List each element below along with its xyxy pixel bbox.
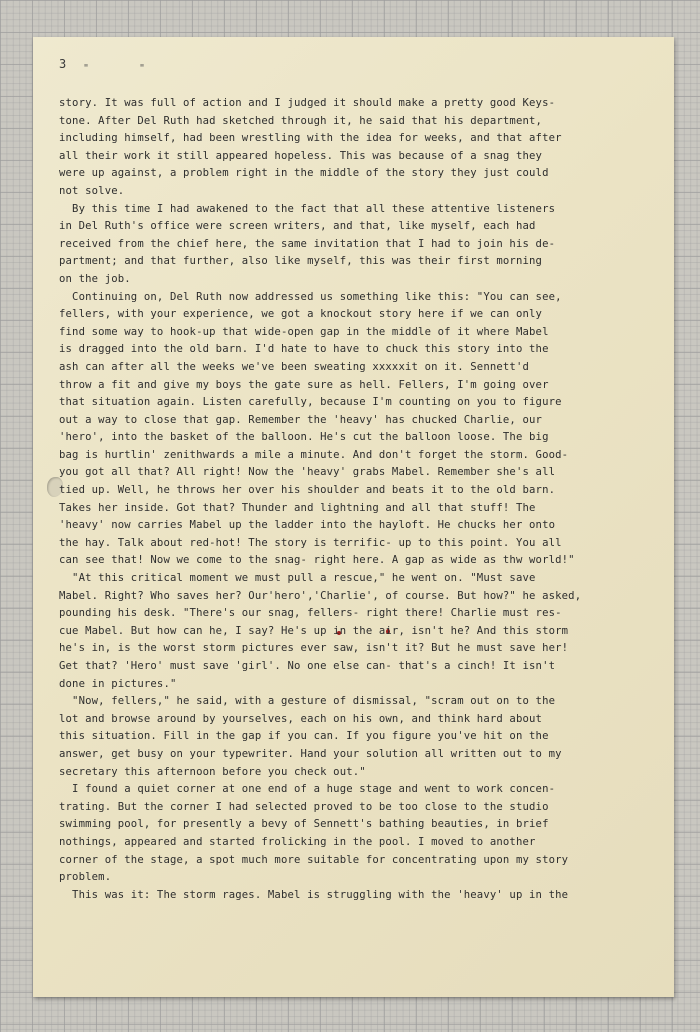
text-line: corner of the stage, a spot much more suitable for concentrating upon my story [59, 853, 569, 866]
text-line: "Now, fellers," he said, with a gesture of dismissal, "scram out on to the [59, 695, 556, 708]
text-line: story. It was full of action and I judged it should make a pretty good Keys- [59, 97, 556, 109]
text-line: including himself, had been wrestling with the idea for weeks, and that after [59, 132, 562, 145]
text-line: "At this critical moment we must pull a rescue," he went on. "Must save [59, 572, 536, 585]
text-line: tone. After Del Ruth had sketched through it, he said that his department, [59, 114, 543, 127]
text-line: partment; and that further, also like myself, this was their first morning [59, 255, 543, 268]
text-line: swimming pool, for presently a bevy of Sennett's bathing beauties, in brief [59, 818, 549, 831]
text-line: were up against, a problem right in the middle of the story they just could [59, 167, 549, 180]
text-line: on the job. [59, 272, 131, 285]
text-line: Mabel. Right? Who saves her? Our'hero','Charlie', of course. But how?" he asked, [59, 589, 582, 602]
text-line: that situation again. Listen carefully, because I'm counting on you to figure [59, 396, 562, 409]
text-line: tied up. Well, he throws her over his shoulder and beats it to the old barn. [59, 484, 556, 497]
text-line: Continuing on, Del Ruth now addressed us something like this: "You can see, [59, 290, 562, 303]
text-line: find some way to hook-up that wide-open gap in the middle of it where Mabel [59, 325, 549, 338]
text-line: trating. But the corner I had selected proved to be too close to the studio [59, 800, 549, 813]
text-line: secretary this afternoon before you check out." [59, 765, 366, 778]
text-line: bag is hurtlin' zenithwards a mile a minute. And don't forget the storm. Good- [59, 448, 569, 461]
text-line: 'hero', into the basket of the balloon. He's cut the balloon loose. The big [59, 431, 549, 444]
text-line: received from the chief here, the same invitation that I had to join his de- [59, 237, 556, 250]
text-line: By this time I had awakened to the fact that all these attentive listeners [59, 202, 556, 215]
text-line: Get that? 'Hero' must save 'girl'. No one else can- that's a cinch! It isn't [59, 660, 556, 672]
text-line: Takes her inside. Got that? Thunder and lightning and all that stuff! The [59, 501, 536, 514]
text-line: nothings, appeared and started frolicking in the pool. I moved to another [59, 835, 536, 848]
text-line: he's in, is the worst storm pictures ever saw, isn't it? But he must save her! [59, 642, 569, 655]
text-line: throw a fit and give my boys the gate sure as hell. Fellers, I'm going over [59, 378, 549, 391]
text-line: problem. [59, 871, 112, 884]
text-line: fellers, with your experience, we got a knockout story here if we can only [59, 308, 543, 321]
text-line: This was it: The storm rages. Mabel is struggling with the 'heavy' up in the [59, 888, 569, 901]
text-line: answer, get busy on your typewriter. Hand your solution all written out to my [59, 747, 562, 760]
text-line: pounding his desk. "There's our snag, fellers- right there! Charlie must res- [59, 607, 562, 620]
typed-body-text [59, 95, 669, 904]
text-line: cue Mabel. But how can he, I say? He's up in the air, isn't he? And this storm [59, 624, 569, 637]
text-line: all their work it still appeared hopeless. This was because of a snag they [59, 149, 543, 162]
text-line: done in pictures." [59, 677, 177, 690]
text-line: can see that! Now we come to the snag- right here. A gap as wide as thw world!" [59, 554, 575, 567]
text-line: 'heavy' now carries Mabel up the ladder into the hayloft. He chucks her onto [59, 519, 556, 532]
text-line: I found a quiet corner at one end of a huge stage and went to work concen- [59, 783, 556, 796]
text-line: not solve. [59, 184, 125, 197]
text-line: ash can after all the weeks we've been sweating xxxxxit on it. Sennett'd [59, 360, 530, 373]
page-number: 3 [59, 57, 67, 71]
text-line: in Del Ruth's office were screen writers, and that, like myself, each had [59, 220, 536, 233]
text-line: you got all that? All right! Now the 'heavy' grabs Mabel. Remember she's all [59, 466, 556, 479]
text-line: lot and browse around by yourselves, each on his own, and think hard about [59, 712, 543, 725]
text-line: this situation. Fill in the gap if you can. If you figure you've hit on the [59, 730, 549, 743]
text-line: the hay. Talk about red-hot! The story is terrific- up to this point. You all [59, 536, 562, 549]
text-line: out a way to close that gap. Remember the 'heavy' has chucked Charlie, our [59, 413, 543, 426]
text-line: is dragged into the old barn. I'd hate to have to chuck this story into the [59, 343, 549, 356]
page-marks: " " [83, 63, 168, 74]
typed-page [33, 37, 674, 997]
